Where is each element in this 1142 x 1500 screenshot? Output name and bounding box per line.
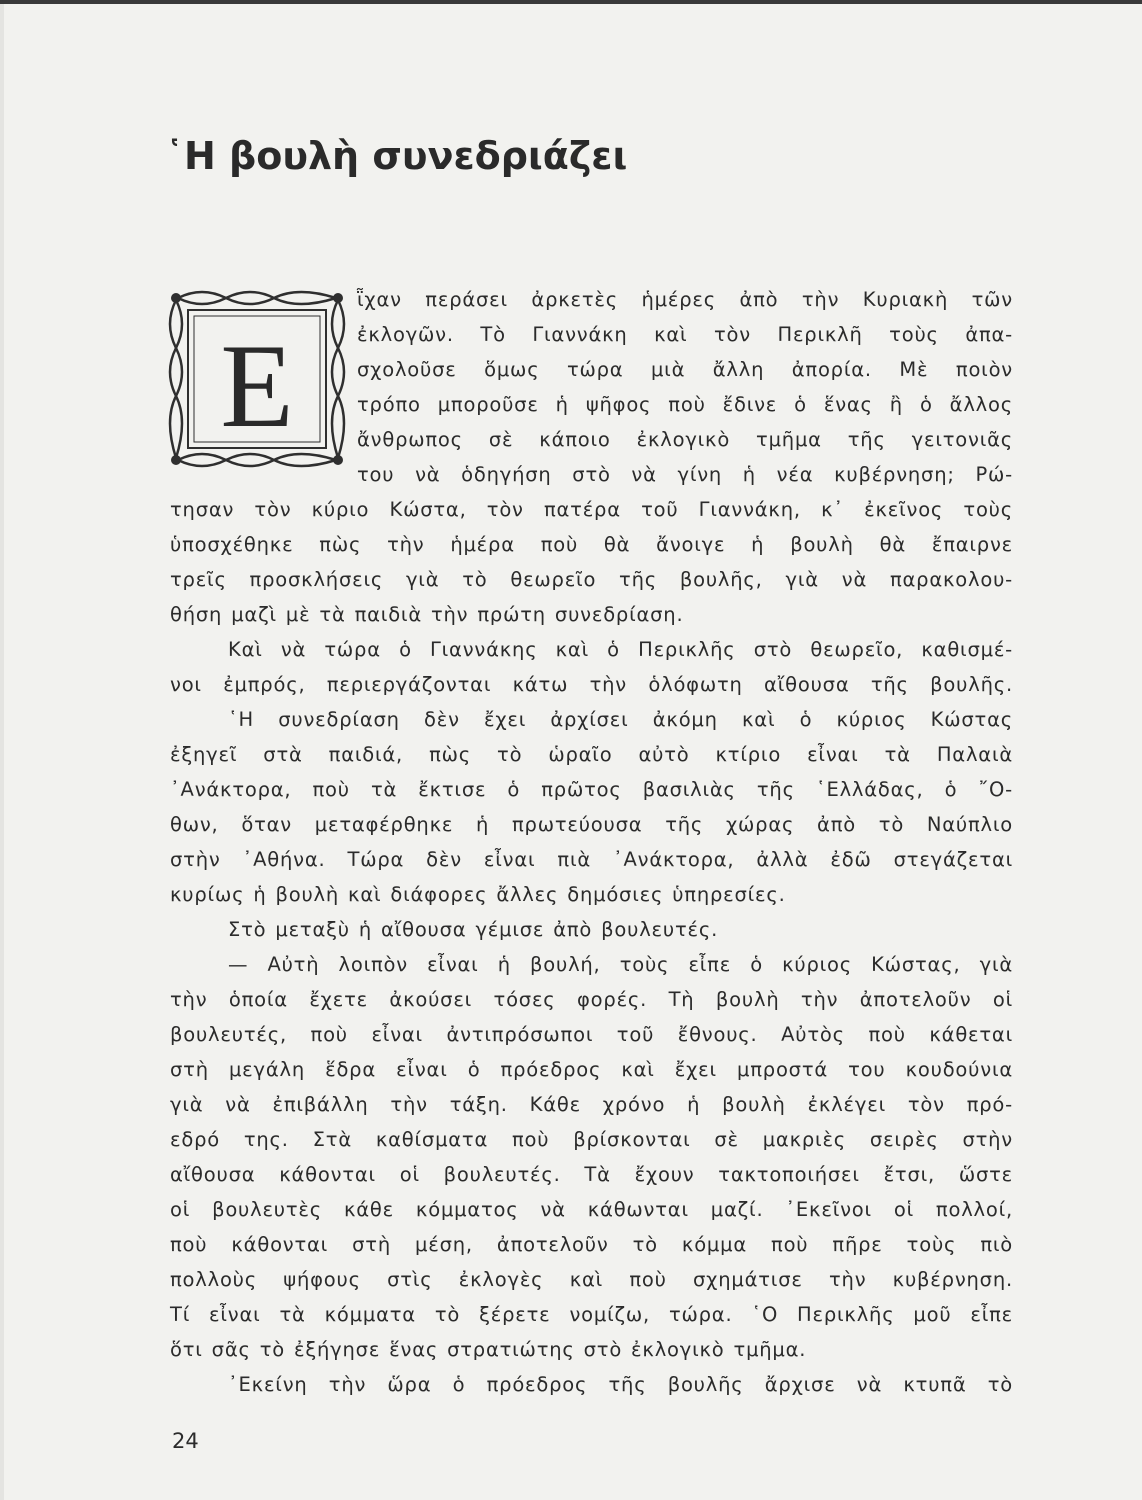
text-line: Τί εἶναι τὰ κόμματα τὸ ξέρετε νομίζω, τώρα. ῾Ο Περικλῆς μοῦ εἶπε [170,1303,1013,1326]
text-line: βουλευτές, ποὺ εἶναι ἀντιπρόσωποι τοῦ ἔθνους. Αὐτὸς ποὺ κάθεται [170,1023,1013,1046]
text-line: τρόπο μποροῦσε ἡ ψῆφος ποὺ ἔδινε ὁ ἕνας ἢ ὁ ἄλλος [357,393,1013,416]
text-line: αἴθουσα κάθονται οἱ βουλευτές. Τὰ ἔχουν τακτοποιήσει ἔτσι, ὥστε [170,1163,1013,1186]
text-line: στὴν ᾽Αθήνα. Τώρα δὲν εἶναι πιὰ ᾽Ανάκτορα, ἀλλὰ ἐδῶ στεγάζεται [170,848,1013,871]
text-line: τησαν τὸν κύριο Κώστα, τὸν πατέρα τοῦ Γιαννάκη, κ᾽ ἐκεῖνος τοὺς [170,498,1013,521]
text-line: θων, ὅταν μεταφέρθηκε ἡ πρωτεύουσα τῆς χώρας ἀπὸ τὸ Ναύπλιο [170,813,1013,836]
text-line: κυρίως ἡ βουλὴ καὶ διάφορες ἄλλες δημόσιες ὑπηρεσίες. [170,883,786,906]
page-left-edge [0,4,4,1500]
text-line: ἐκλογῶν. Τὸ Γιαννάκη καὶ τὸν Περικλῆ τοὺς ἀπα- [357,323,1013,346]
text-line: στὴ μεγάλη ἕδρα εἶναι ὁ πρόεδρος καὶ ἔχει μπροστά του κουδούνια [170,1058,1013,1081]
dropcap-letter: Ε [220,319,294,452]
text-line: ὑποσχέθηκε πὼς τὴν ἡμέρα ποὺ θὰ ἄνοιγε ἡ βουλὴ θὰ ἔπαιρνε [170,533,1013,556]
top-edge-rule [0,0,1142,4]
text-line: σχολοῦσε ὅμως τώρα μιὰ ἄλλη ἀπορία. Μὲ ποιὸν [357,358,1013,381]
text-line: ποὺ κάθονται στὴ μέση, ἀποτελοῦν τὸ κόμμα ποὺ πῆρε τοὺς πιὸ [170,1233,1013,1256]
text-line: Στὸ μεταξὺ ἡ αἴθουσα γέμισε ἀπὸ βουλευτές. [228,918,719,941]
text-line: οἱ βουλευτὲς κάθε κόμματος νὰ κάθωνται μαζί. ᾽Εκεῖνοι οἱ πολλοί, [170,1198,1013,1221]
text-line: τὴν ὁποία ἔχετε ἀκούσει τόσες φορές. Τὴ βουλὴ τὴν ἀποτελοῦν οἱ [170,988,1013,1011]
text-line: ᾽Ανάκτορα, ποὺ τὰ ἔκτισε ὁ πρῶτος βασιλιὰς τῆς ῾Ελλάδας, ὁ ῎Ο- [170,778,1013,801]
text-line: ἐξηγεῖ στὰ παιδιά, πὼς τὸ ὡραῖο αὐτὸ κτίριο εἶναι τὰ Παλαιὰ [170,743,1013,766]
text-line: πολλοὺς ψήφους στὶς ἐκλογὲς καὶ ποὺ σχημάτισε τὴν κυβέρνηση. [170,1268,1013,1291]
text-line: νοι ἐμπρός, περιεργάζονται κάτω τὴν ὁλόφωτη αἴθουσα τῆς βουλῆς. [170,673,1013,696]
text-line: — Αὐτὴ λοιπὸν εἶναι ἡ βουλή, τοὺς εἶπε ὁ κύριος Κώστας, γιὰ [228,953,1013,976]
chapter-title: ῾Η βουλὴ συνεδριάζει [165,134,628,178]
text-line: ὅτι σᾶς τὸ ἐξήγησε ἕνας στρατιώτης στὸ ἐκλογικὸ τμῆμα. [170,1338,807,1361]
text-line: του νὰ ὁδηγήση στὸ νὰ γίνη ἡ νέα κυβέρνηση; Ρώ- [357,463,1013,486]
text-line: ῾Η συνεδρίαση δὲν ἔχει ἀρχίσει ἀκόμη καὶ ὁ κύριος Κώστας [228,708,1013,731]
text-line: ᾽Εκείνη τὴν ὥρα ὁ πρόεδρος τῆς βουλῆς ἄρχισε νὰ κτυπᾶ τὸ [228,1373,1013,1396]
text-line: ῗχαν περάσει ἀρκετὲς ἡμέρες ἀπὸ τὴν Κυριακὴ τῶν [357,288,1013,311]
ornamental-dropcap [166,288,348,470]
text-line: Καὶ νὰ τώρα ὁ Γιαννάκης καὶ ὁ Περικλῆς στὸ θεωρεῖο, καθισμέ- [228,638,1013,661]
text-line: θήση μαζὶ μὲ τὰ παιδιὰ τὴν πρώτη συνεδρίαση. [170,603,684,626]
text-line: γιὰ νὰ ἐπιβάλλη τὴν τάξη. Κάθε χρόνο ἡ βουλὴ ἐκλέγει τὸν πρό- [170,1093,1013,1116]
text-line: εδρό της. Στὰ καθίσματα ποὺ βρίσκονται σὲ μακριὲς σειρὲς στὴν [170,1128,1013,1151]
text-line: ἄνθρωπος σὲ κάποιο ἐκλογικὸ τμῆμα τῆς γειτονιᾶς [357,428,1013,451]
text-line: τρεῖς προσκλήσεις γιὰ τὸ θεωρεῖο τῆς βουλῆς, γιὰ νὰ παρακολου- [170,568,1013,591]
page-number: 24 [172,1429,199,1453]
